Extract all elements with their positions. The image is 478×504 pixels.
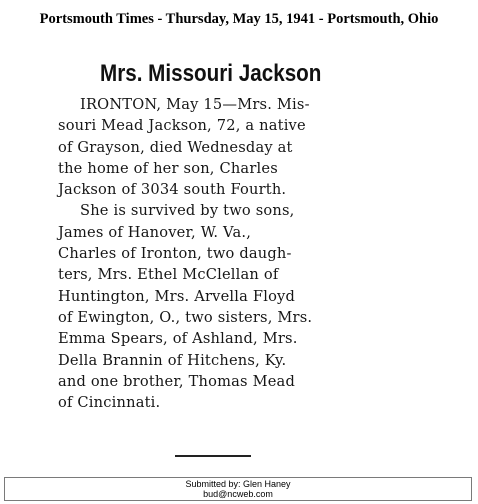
- body-line: Jackson of 3034 south Fourth.: [58, 181, 287, 199]
- submission-credit-box: [4, 477, 472, 501]
- body-line: She is survived by two sons,: [80, 202, 295, 220]
- newspaper-clipping: [38, 52, 448, 460]
- body-line: and one brother, Thomas Mead: [58, 372, 296, 390]
- body-line: of Cincinnati.: [58, 394, 161, 412]
- submitter-email-text: bud@ncweb.com: [203, 489, 273, 499]
- page-header-title: Portsmouth Times - Thursday, May 15, 1941 - Portsmouth, Ohio: [39, 11, 439, 27]
- body-line: the home of her son, Charles: [58, 159, 278, 177]
- body-line: Emma Spears, of Ashland, Mrs.: [58, 330, 298, 348]
- obituary-body: [58, 94, 424, 413]
- obituary-headline: Mrs. Missouri Jackson: [100, 60, 322, 87]
- body-line: James of Hanover, W. Va.,: [58, 223, 252, 241]
- end-of-article-rule: [175, 455, 251, 457]
- submitted-by-text: Submitted by: Glen Haney: [185, 479, 291, 489]
- body-line: Della Brannin of Hitchens, Ky.: [58, 351, 287, 369]
- body-line: Charles of Ironton, two daugh-: [58, 245, 292, 263]
- body-line: ters, Mrs. Ethel McClellan of: [58, 266, 279, 284]
- body-line: souri Mead Jackson, 72, a native: [58, 117, 306, 135]
- body-line: IRONTON, May 15—Mrs. Mis-: [80, 96, 310, 113]
- body-line: of Grayson, died Wednesday at: [58, 138, 293, 156]
- body-line: of Ewington, O., two sisters, Mrs.: [58, 308, 313, 326]
- body-line: Huntington, Mrs. Arvella Floyd: [58, 287, 296, 305]
